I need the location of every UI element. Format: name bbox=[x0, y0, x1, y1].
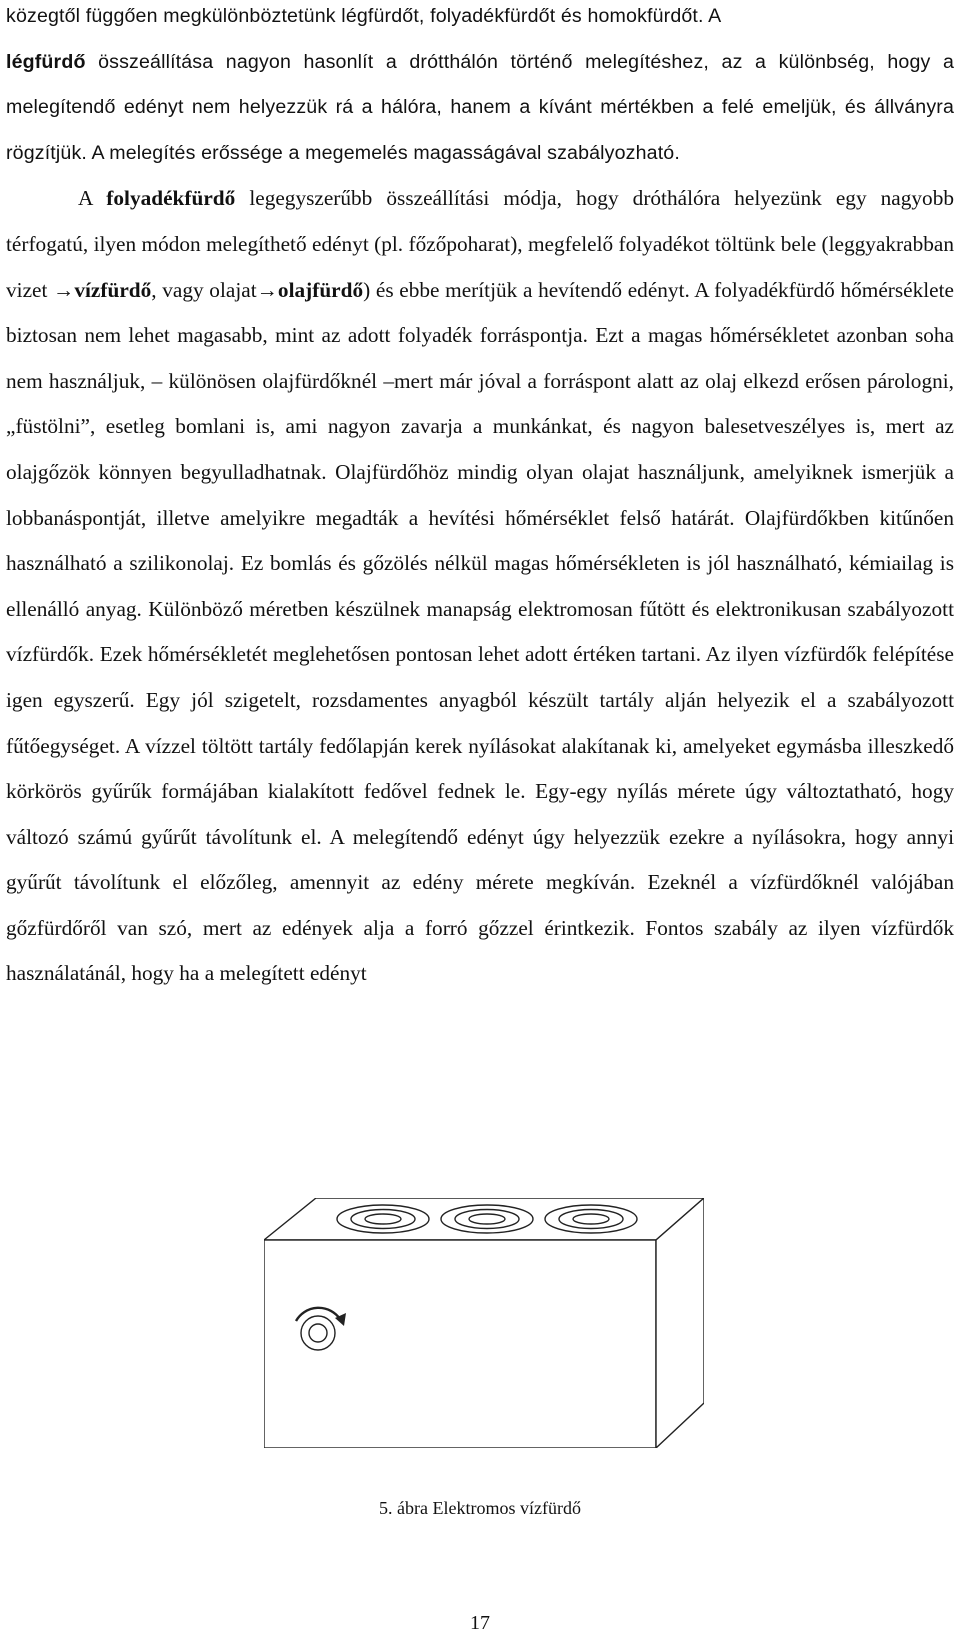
term-air-bath: légfürdő bbox=[6, 50, 86, 73]
bath-side-face bbox=[656, 1198, 704, 1448]
term-liquid-bath: folyadékfürdő bbox=[106, 186, 236, 211]
water-bath-drawing bbox=[264, 1198, 704, 1448]
page-number: 17 bbox=[470, 1612, 490, 1634]
bath-front-face bbox=[264, 1240, 656, 1448]
paragraph-liquid-bath-lead: A bbox=[78, 186, 107, 211]
paragraph-liquid-bath bbox=[6, 176, 954, 997]
term-water-bath: vízfürdő bbox=[74, 277, 152, 302]
term-oil-bath: olajfürdő bbox=[277, 277, 364, 302]
paragraph-air-bath-text: összeállítása nagyon hasonlít a drótthálón történő melegítéshez, az a különbség, hogy a melegítendő edényt nem helyezzük rá a hálóra, hanem a kívánt mértékben a felé emeljük, és állványra rögzítjük. A melegítés erőssége a megemelés magasságával szabályozható. bbox=[6, 50, 954, 164]
electric-water-bath-figure bbox=[264, 1198, 704, 1448]
figure-caption: 5. ábra Elektromos vízfürdő bbox=[379, 1498, 581, 1518]
paragraph-liquid-bath-text-1: legegyszerűbb összeállítási módja, hogy dróthálóra helyezünk egy nagyobb térfogatú, ilyen módon melegíthető edényt (pl. főzőpoharat), megfelelő folyadékot töltünk bele (leggyakrabban vizet → bbox=[6, 186, 954, 302]
paragraph-liquid-bath-text-3: ) és ebbe merítjük a hevítendő edényt. A folyadékfürdő hőmérséklete biztosan nem lehet magasabb, mint az adott folyadék forráspontja. Ezt a magas hőmérsékletet azonban soha nem használjuk, – különösen olajfürdőknél –mert már jóval a forráspont alatt az olaj elkezd erősen párologni, „füstölni”, esetleg bomlani is, ami nagyon zavarja a munkánkat, és nagyon balesetveszélyes is, mert az olajgőzök könnyen begyulladhatnak. Olajfürdőhöz mindig olyan olajat használjunk, amelyiknek ismerjük a lobbanáspontját, illetve amelyikre megadták a hevítési hőmérséklet felső határát. Olajfürdőkben kitűnően használható a szilikonolaj. Ez bomlás és gőzölés nélkül magas hőmérsékleten is jól használható, kémiailag is ellenálló anyag. Különböző méretben készülnek manapság elektromosan fűtött és elektronikusan szabályozott vízfürdők. Ezek hőmérsékletét meglehetősen pontosan lehet adott értéken tartani. Az ilyen vízfürdők felépítése igen egyszerű. Egy jól szigetelt, rozsdamentes anyagból készült tartály alján helyezik el a szabályozott fűtőegységet. A vízzel töltött tartály fedőlapján kerek nyílásokat alakítanak ki, amelyeket egymásba illeszkedő körkörös gyűrűk formájában kialakított fedővel fednek le. Egy-egy nyílás mérete úgy változtatható, hogy változó számú gyűrűt távolítunk el. A melegítendő edényt úgy helyezzük ezekre a nyílásokra, hogy annyi gyűrűt távolítunk el előzőleg, amennyit az edény mérete megkíván. Ezeknél a vízfürdőknél valójában gőzfürdőről van szó, mert az edények alja a forró gőzzel érintkezik. Fontos szabály az ilyen vízfürdők használatánál, hogy ha a melegített edényt bbox=[6, 277, 954, 986]
paragraph-air-bath-line-1: közegtől függően megkülönböztetünk légfürdőt, folyadékfürdőt és homokfürdőt. A bbox=[6, 5, 722, 27]
paragraph-liquid-bath-text-2: , vagy olajat→ bbox=[151, 277, 278, 302]
paragraph-air-bath bbox=[6, 0, 954, 176]
bath-top-face bbox=[264, 1198, 704, 1240]
body-text bbox=[6, 0, 954, 997]
